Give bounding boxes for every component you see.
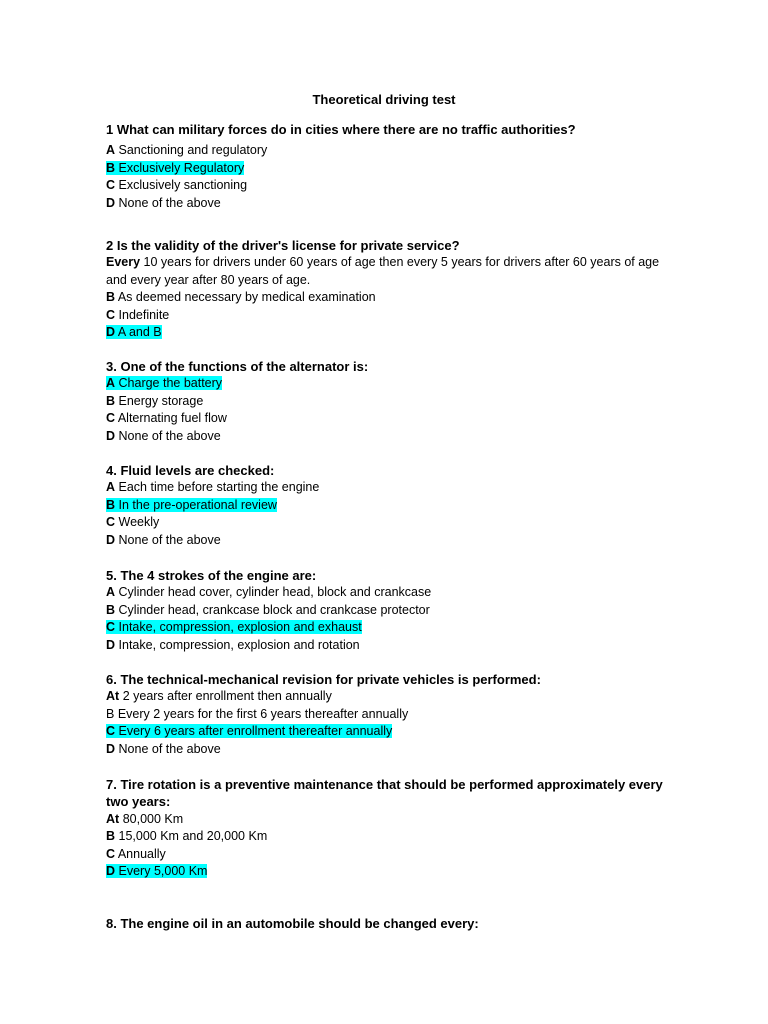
option-letter: B [106,393,116,408]
option-letter: C [106,724,116,739]
option-text: Weekly [118,515,160,530]
option-text: In the pre-operational review [118,497,277,512]
option-text: Annually [117,846,166,861]
option-at [106,688,666,705]
option-letter: At [106,811,120,826]
option-c [106,177,666,194]
option-letter: C [106,307,116,322]
option-letter: D [106,741,116,756]
option-letter: B [106,497,116,512]
option-text: Intake, compression, explosion and exhaust [118,620,362,635]
option-at [106,811,666,828]
answer-highlight [106,376,222,390]
answer-highlight [106,864,207,878]
option-letter: A [106,143,116,158]
option-d [106,637,666,654]
option-b [106,706,666,723]
question-text: 1 What can military forces do in cities where there are no traffic authorities? [106,122,576,137]
option-letter: Every [106,255,141,270]
option-text: None of the above [118,741,221,756]
option-a [106,584,666,601]
option-text: Exclusively Regulatory [118,160,245,175]
option-text: Cylinder head cover, cylinder head, block and crankcase [118,585,432,600]
question-7 [106,776,666,880]
option-d-answer [106,863,666,880]
option-text: None of the above [118,428,221,443]
question-text: 3. One of the functions of the alternator is: [106,359,369,374]
option-text: 15,000 Km and 20,000 Km [118,829,268,844]
question-text: 2 Is the validity of the driver's license for private service? [106,238,460,253]
option-letter: B [106,602,116,617]
option-letter: D [106,325,116,340]
option-every [106,254,666,289]
option-letter: C [106,411,116,426]
option-b [106,602,666,619]
option-letter: C [106,846,116,861]
question-5 [106,567,666,654]
option-letter: At [106,689,120,704]
option-letter: D [106,637,116,652]
option-text: 80,000 Km [122,811,184,826]
question-1 [106,121,666,212]
question-6 [106,671,666,758]
option-letter: D [106,428,116,443]
option-c-answer [106,723,666,740]
option-text: Indefinite [118,307,170,322]
question-8 [106,915,666,932]
option-letter: D [106,532,116,547]
answer-highlight [106,161,244,175]
option-c [106,410,666,427]
document-title: Theoretical driving test [312,92,456,107]
option-b [106,289,666,306]
option-text: None of the above [118,532,221,547]
option-c [106,846,666,863]
question-3 [106,358,666,445]
option-c-answer [106,619,666,636]
option-letter: C [106,515,116,530]
option-d-answer [106,324,666,341]
option-letter: B [106,706,115,721]
option-c [106,307,666,324]
option-b-answer [106,160,666,177]
option-text: Cylinder head, crankcase block and crankcase protector [118,602,430,617]
question-text: 5. The 4 strokes of the engine are: [106,568,317,583]
option-c [106,514,666,531]
option-d [106,195,666,212]
option-a [106,142,666,159]
option-text: 2 years after enrollment then annually [122,689,332,704]
option-text: Every 6 years after enrollment thereafter annually [118,724,393,739]
option-letter: D [106,195,116,210]
question-text: 8. The engine oil in an automobile should be changed every: [106,916,479,931]
option-b-answer [106,497,666,514]
option-letter: C [106,178,116,193]
option-text: Sanctioning and regulatory [118,143,268,158]
option-letter: C [106,620,116,635]
option-text: None of the above [118,195,221,210]
option-text: Every 2 years for the first 6 years thereafter annually [117,706,409,721]
option-text: Energy storage [118,393,204,408]
answer-highlight [106,620,362,634]
option-letter: D [106,864,116,879]
option-b [106,393,666,410]
option-text: 10 years for drivers under 60 years of age then every 5 years for drivers after 60 years of age and every year after 80 years of age. [106,255,660,287]
option-d [106,741,666,758]
question-text: 6. The technical-mechanical revision for private vehicles is performed: [106,672,541,687]
option-letter: A [106,585,116,600]
option-text: Charge the battery [118,376,223,391]
option-text: Exclusively sanctioning [118,178,248,193]
option-letter: A [106,376,116,391]
option-text: Every 5,000 Km [118,864,208,879]
option-text: Intake, compression, explosion and rotation [118,637,360,652]
option-letter: A [106,480,116,495]
question-2 [106,237,666,341]
answer-highlight [106,498,277,512]
answer-highlight [106,724,392,738]
option-b [106,828,666,845]
option-a-answer [106,375,666,392]
option-letter: B [106,160,116,175]
question-text: 7. Tire rotation is a preventive maintenance that should be performed approximately every two years: [106,777,663,810]
option-d [106,532,666,549]
option-text: Each time before starting the engine [118,480,320,495]
option-text: As deemed necessary by medical examination [117,290,376,305]
answer-highlight [106,325,162,339]
option-d [106,428,666,445]
option-a [106,479,666,496]
question-4 [106,462,666,549]
question-text: 4. Fluid levels are checked: [106,463,275,478]
option-text: Alternating fuel flow [117,411,227,426]
option-text: A and B [117,325,162,340]
option-letter: B [106,290,116,305]
option-letter: B [106,829,116,844]
